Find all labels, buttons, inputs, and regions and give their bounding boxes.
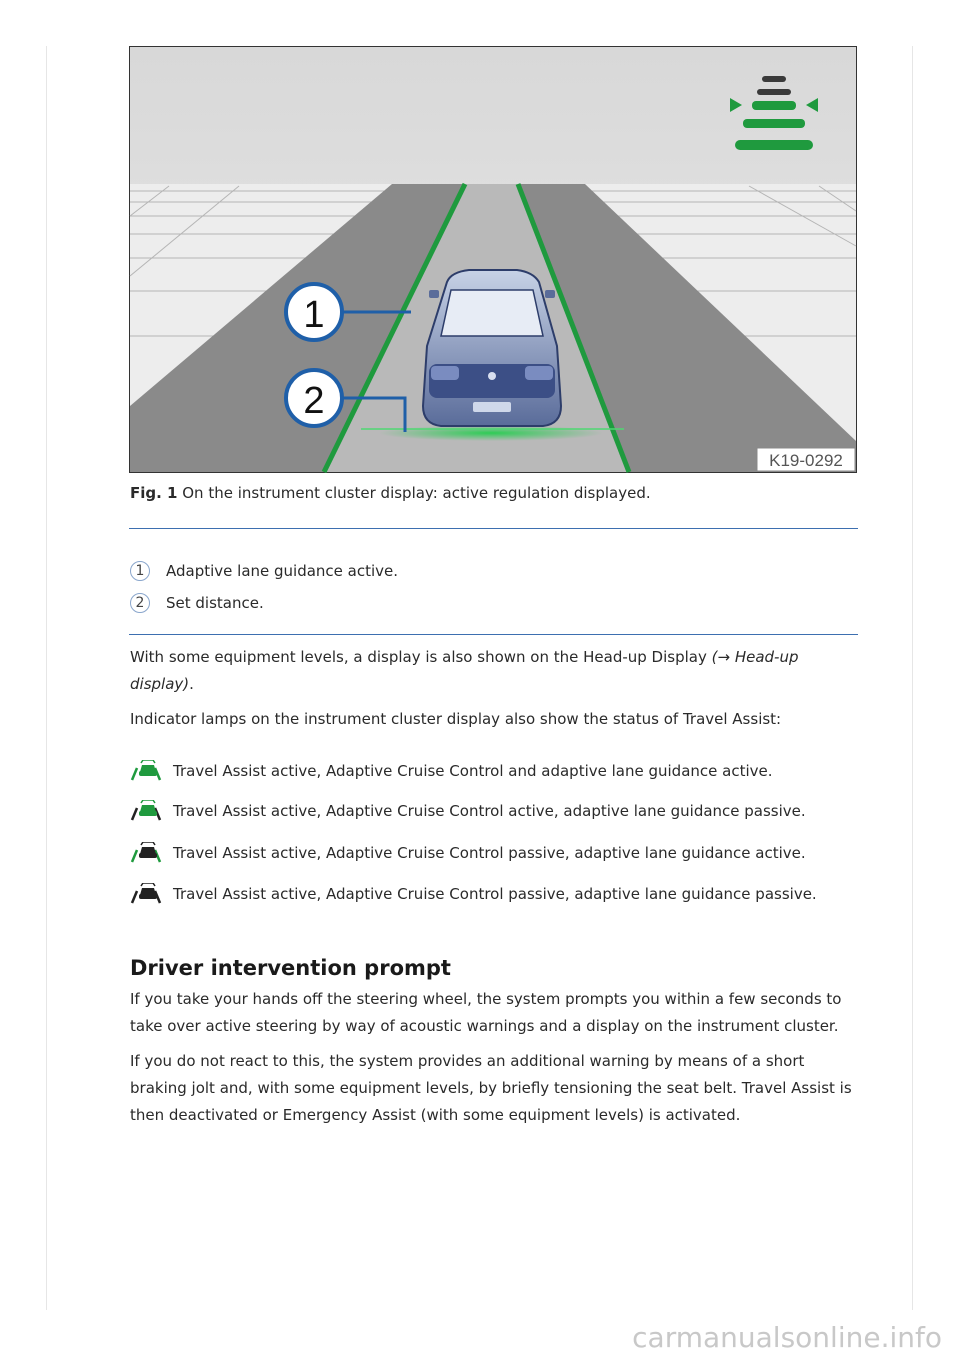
hud-paragraph: With some equipment levels, a display is also shown on the Head-up Display (→ Head-up display). <box>130 648 799 693</box>
figure-caption-text: On the instrument cluster display: active regulation displayed. <box>177 484 651 502</box>
watermark: carmanualsonline.info <box>632 1321 942 1354</box>
figure-code: K19-0292 <box>769 451 843 470</box>
figure-caption <box>130 484 651 502</box>
left-margin-rule <box>46 46 47 1310</box>
legend-number: 2 <box>130 593 150 613</box>
legend-top-rule <box>129 528 858 529</box>
body-paragraph: If you take your hands off the steering wheel, the system prompts you within a few seconds to take over active steering by way of acoustic warnings and a display on the instrument cluster. <box>130 990 842 1035</box>
legend-text: Set distance. <box>166 594 264 612</box>
lamp-text: Travel Assist active, Adaptive Cruise Control and adaptive lane guidance active. <box>173 762 773 780</box>
head-up-display-link[interactable]: (→ Head-up display) <box>130 648 799 693</box>
section-heading: Driver intervention prompt <box>130 956 451 980</box>
figure-caption-label: Fig. 1 <box>130 484 178 502</box>
legend-item-1 <box>130 561 398 581</box>
travel-assist-acc-active-icon <box>130 800 166 822</box>
instrument-cluster-figure <box>129 46 857 473</box>
indicator-intro: Indicator lamps on the instrument cluster display also show the status of Travel Assist: <box>130 710 782 728</box>
lamp-text: Travel Assist active, Adaptive Cruise Control passive, adaptive lane guidance passive. <box>173 885 817 903</box>
lamp-row-2 <box>130 800 806 822</box>
legend-text: Adaptive lane guidance active. <box>166 562 399 580</box>
body-paragraph: If you do not react to this, the system provides an additional warning by means of a short braking jolt and, with some equipment levels, by briefly tensioning the seat belt. Travel Assist is then deactivated or Emergency Assist (with some equipment levels) is activated. <box>130 1052 852 1124</box>
lamp-row-4 <box>130 883 817 905</box>
legend-bottom-rule <box>129 634 858 635</box>
callout-1-label: 1 <box>303 294 325 336</box>
travel-assist-passive-icon <box>130 883 166 905</box>
callout-2-label: 2 <box>303 380 325 422</box>
lamp-text: Travel Assist active, Adaptive Cruise Control active, adaptive lane guidance passive. <box>173 802 806 820</box>
right-margin-rule <box>912 46 913 1310</box>
legend-number: 1 <box>130 561 150 581</box>
lamp-row-3 <box>130 842 806 864</box>
lamp-text: Travel Assist active, Adaptive Cruise Control passive, adaptive lane guidance active. <box>173 844 806 862</box>
legend-item-2 <box>130 593 264 613</box>
travel-assist-lane-active-icon <box>130 842 166 864</box>
set-distance-bar <box>379 425 603 441</box>
vehicle-rear-view <box>423 270 561 426</box>
travel-assist-all-active-icon <box>130 760 166 782</box>
lamp-row-1 <box>130 760 773 782</box>
